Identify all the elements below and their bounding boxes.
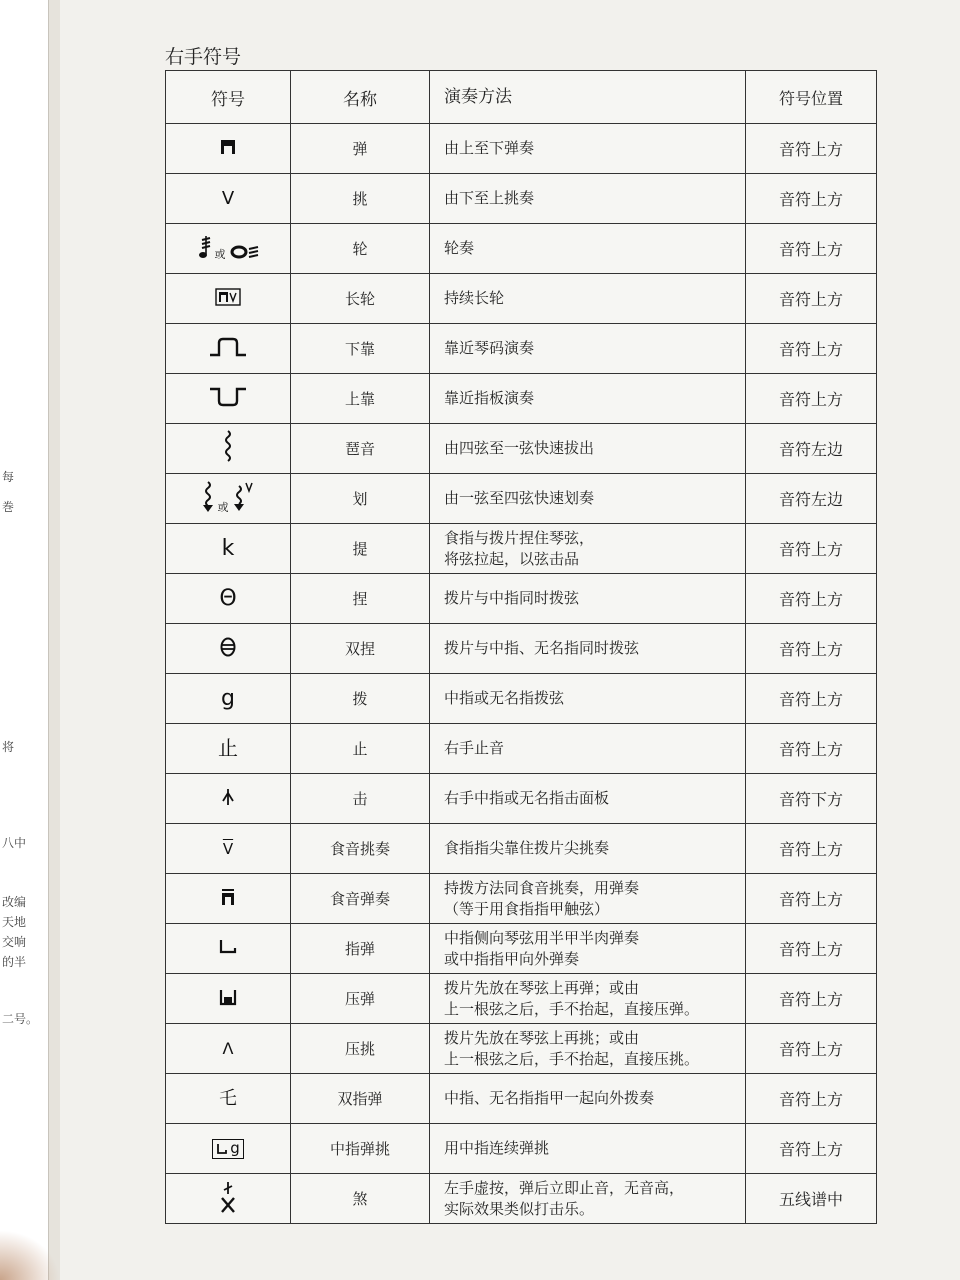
down-stroke-icon — [219, 138, 237, 156]
row-name: 琶音 — [291, 424, 430, 474]
row-name: 提 — [291, 524, 430, 574]
row-method: 中指侧向琴弦用半甲半肉弹奏 或中指指甲向外弹奏 — [430, 924, 746, 974]
or-label: 或 — [214, 247, 226, 261]
row-method: 食指与拨片捏住琴弦， 将弦拉起，以弦击品 — [430, 524, 746, 574]
row-name: 压弹 — [291, 974, 430, 1024]
row-method: 由一弦至四弦快速划奏 — [430, 474, 746, 524]
strike-symbol-icon — [221, 787, 235, 807]
row-method: 右手止音 — [430, 724, 746, 774]
row-name: 止 — [291, 724, 430, 774]
row-method: 靠近琴码演奏 — [430, 324, 746, 374]
fingerboard-cup-icon — [208, 387, 248, 407]
table-row — [166, 174, 877, 224]
table-header-row — [166, 71, 877, 124]
table-row — [166, 1174, 877, 1224]
table-row — [166, 524, 877, 574]
row-method: 用中指连续弹挑 — [430, 1124, 746, 1174]
row-method: 由四弦至一弦快速拔出 — [430, 424, 746, 474]
row-position: 音符上方 — [746, 574, 877, 624]
long-tremolo-icon — [215, 288, 241, 306]
row-name: 下靠 — [291, 324, 430, 374]
row-method: 由上至下弹奏 — [430, 124, 746, 174]
row-name: 指弹 — [291, 924, 430, 974]
left-text-fragment: 巻 — [2, 500, 15, 514]
stop-symbol-icon: 止 — [218, 736, 238, 760]
row-name: 上靠 — [291, 374, 430, 424]
row-name: 拨 — [291, 674, 430, 724]
row-method: 拨片先放在琴弦上再弹；或由 上一根弦之后，手不抬起，直接压弹。 — [430, 974, 746, 1024]
row-name: 轮 — [291, 224, 430, 274]
section-title: 右手符号 — [165, 46, 242, 68]
row-position: 音符上方 — [746, 824, 877, 874]
g-symbol-icon: g — [221, 685, 235, 711]
table-row — [166, 824, 877, 874]
table-row — [166, 1124, 877, 1174]
row-method: 由下至上挑奏 — [430, 174, 746, 224]
row-name: 击 — [291, 774, 430, 824]
double-finger-icon: 乇 — [219, 1087, 237, 1109]
left-text-fragment: 的半 — [2, 955, 27, 969]
row-method: 左手虚按，弹后立即止音，无音高， 实际效果类似打击乐。 — [430, 1174, 746, 1224]
row-position: 音符上方 — [746, 524, 877, 574]
table-row — [166, 774, 877, 824]
row-method: 持续长轮 — [430, 274, 746, 324]
row-method: 食指指尖靠住拨片尖挑奏 — [430, 824, 746, 874]
row-position: 音符上方 — [746, 724, 877, 774]
left-text-fragment: 二号。 — [2, 1012, 39, 1026]
strum-arrow-icon — [202, 481, 255, 513]
row-method: 靠近指板演奏 — [430, 374, 746, 424]
left-page-edge — [0, 0, 49, 1280]
header-symbol: 符号 — [166, 71, 291, 124]
table-row — [166, 474, 877, 524]
header-position: 符号位置 — [746, 71, 877, 124]
row-method: 持拨方法同食音挑奏，用弹奏 （等于用食指指甲触弦） — [430, 874, 746, 924]
row-name: 挑 — [291, 174, 430, 224]
row-position: 五线谱中 — [746, 1174, 877, 1224]
left-text-fragment: 八中 — [2, 836, 27, 850]
or-label: 或 — [217, 500, 229, 514]
header-name: 名称 — [291, 71, 430, 124]
left-text-fragment: 将 — [2, 740, 15, 754]
row-method: 拨片与中指同时拨弦 — [430, 574, 746, 624]
row-position: 音符上方 — [746, 624, 877, 674]
theta-icon: Θ — [219, 585, 237, 611]
row-method: 轮奏 — [430, 224, 746, 274]
table-row — [166, 274, 877, 324]
k-symbol-icon: k — [221, 535, 235, 561]
row-name: 双捏 — [291, 624, 430, 674]
table-row — [166, 1074, 877, 1124]
row-position: 音符上方 — [746, 374, 877, 424]
row-name: 长轮 — [291, 274, 430, 324]
table-row — [166, 124, 877, 174]
table-row — [166, 674, 877, 724]
table-row — [166, 574, 877, 624]
row-position: 音符下方 — [746, 774, 877, 824]
header-method: 演奏方法 — [430, 71, 746, 124]
left-text-fragment: 改编 — [2, 895, 27, 909]
row-name: 食音弹奏 — [291, 874, 430, 924]
row-name: 压挑 — [291, 1024, 430, 1074]
row-position: 音符左边 — [746, 474, 877, 524]
table-row — [166, 324, 877, 374]
row-method: 拨片与中指、无名指同时拨弦 — [430, 624, 746, 674]
row-position: 音符上方 — [746, 1124, 877, 1174]
row-position: 音符上方 — [746, 874, 877, 924]
table-row — [166, 1024, 877, 1074]
row-position: 音符上方 — [746, 124, 877, 174]
g-letter: g — [230, 1139, 240, 1157]
row-position: 音符上方 — [746, 1024, 877, 1074]
v-bar-icon: $\overline{V}$ — [222, 839, 234, 858]
row-name: 捏 — [291, 574, 430, 624]
row-position: 音符上方 — [746, 674, 877, 724]
arpeggio-wave-icon — [223, 430, 233, 464]
left-text-fragment: 交响 — [2, 935, 27, 949]
boxed-ug-icon — [212, 1139, 244, 1159]
row-method: 中指或无名指拨弦 — [430, 674, 746, 724]
row-name: 食音挑奏 — [291, 824, 430, 874]
row-position: 音符上方 — [746, 224, 877, 274]
caret-icon: Λ — [222, 1038, 234, 1058]
table-row — [166, 974, 877, 1024]
row-name: 中指弹挑 — [291, 1124, 430, 1174]
bridge-arch-icon — [208, 337, 248, 357]
row-name: 弹 — [291, 124, 430, 174]
mute-cross-icon — [219, 1180, 237, 1214]
left-text-fragment: 每 — [2, 470, 15, 484]
row-position: 音符上方 — [746, 274, 877, 324]
row-method: 中指、无名指指甲一起向外拨奏 — [430, 1074, 746, 1124]
table-row — [166, 374, 877, 424]
up-stroke-icon: V — [221, 187, 235, 209]
row-method: 拨片先放在琴弦上再挑；或由 上一根弦之后，手不抬起，直接压挑。 — [430, 1024, 746, 1074]
row-position: 音符上方 — [746, 924, 877, 974]
row-method: 右手中指或无名指击面板 — [430, 774, 746, 824]
row-name: 双指弹 — [291, 1074, 430, 1124]
table-row — [166, 924, 877, 974]
row-position: 音符上方 — [746, 1074, 877, 1124]
table-row — [166, 874, 877, 924]
table-row — [166, 624, 877, 674]
u-hook-icon — [218, 938, 238, 956]
row-position: 音符上方 — [746, 974, 877, 1024]
left-text-fragment: 天地 — [2, 915, 27, 929]
row-name: 煞 — [291, 1174, 430, 1224]
row-position: 音符左边 — [746, 424, 877, 474]
bar-bracket-icon — [220, 888, 236, 906]
finger-shadow — [0, 1230, 60, 1280]
row-position: 音符上方 — [746, 174, 877, 224]
right-hand-symbols-table — [165, 70, 877, 1224]
tremolo-icon — [197, 234, 260, 260]
u-filled-icon — [219, 988, 237, 1006]
row-position: 音符上方 — [746, 324, 877, 374]
table-row — [166, 724, 877, 774]
double-theta-icon — [220, 637, 236, 657]
table-row — [166, 424, 877, 474]
table-row — [166, 224, 877, 274]
row-name: 划 — [291, 474, 430, 524]
